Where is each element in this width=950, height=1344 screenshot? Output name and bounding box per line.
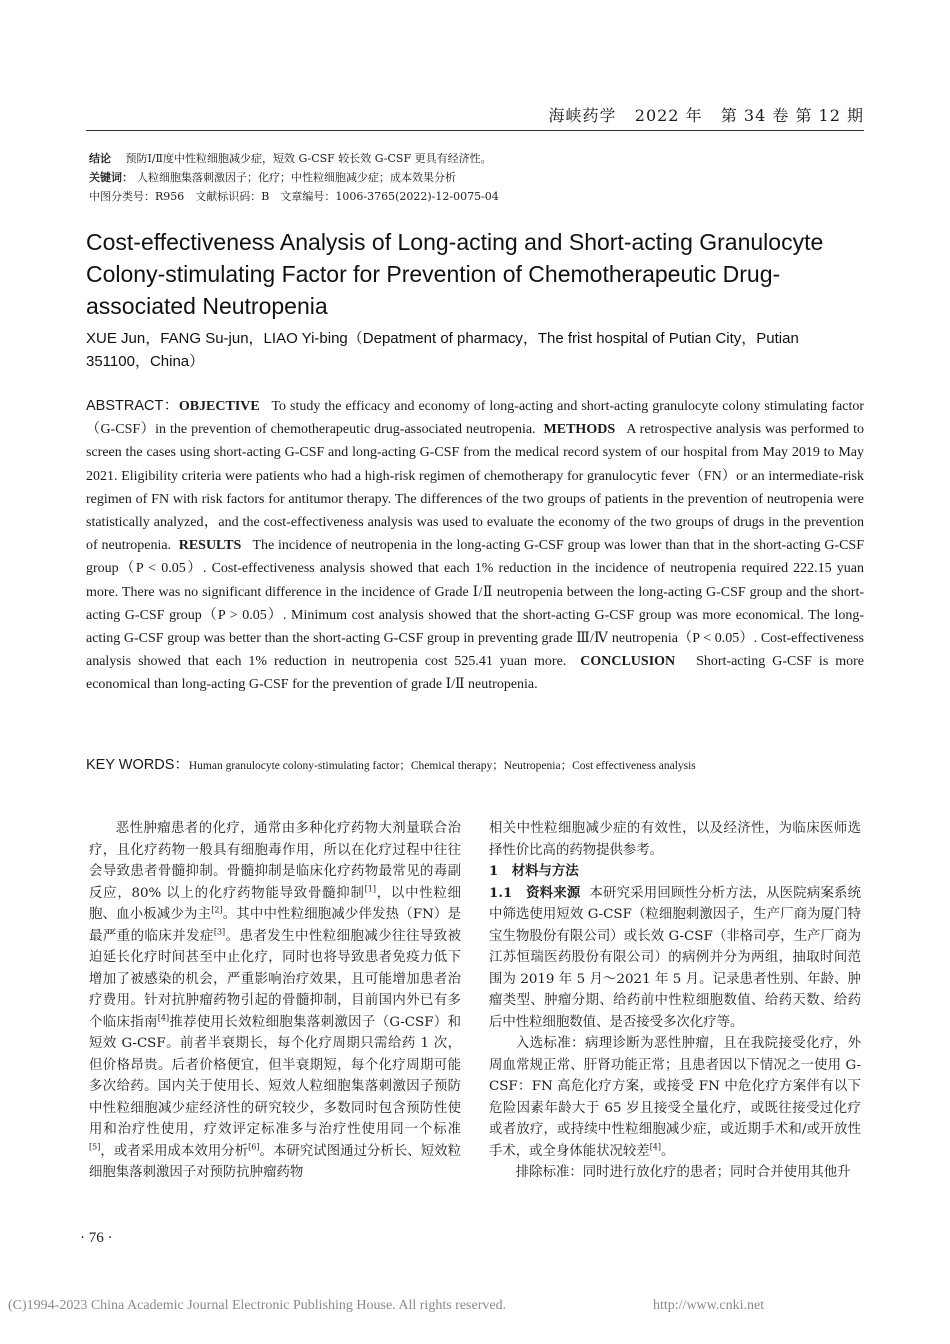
- intro-text-1: 恶性肿瘤患者的化疗，通常由多种化疗药物大剂量联合治疗，且化疗药物一般具有细胞毒作用，所以在化疗过程中往往会导致患者骨髓抑制。骨髓抑制是临床化疗药物最常见的毒副反应，80% 以上的化疗药物能导致骨髓抑制: [89, 821, 461, 901]
- citation-ref: [3]: [213, 927, 226, 937]
- body-column-left: [89, 818, 461, 1184]
- page-number: · 76 ·: [80, 1230, 113, 1246]
- site-url[interactable]: http://www.cnki.net: [653, 1298, 765, 1313]
- author-affiliation: XUE Jun，FANG Su-jun，LIAO Yi-bing（Depatment of pharmacy，The frist hospital of Putian City，Putian 351100，China）: [86, 330, 799, 370]
- intro-text-6: ，或者采用成本效用分析: [100, 1143, 249, 1159]
- results-label: RESULTS: [178, 538, 242, 554]
- intro-text-4: 。患者发生中性粒细胞减少往往导致被迫延长化疗时间甚至中止化疗，同时也将导致患者免疫力低下增加了被感染的机会，严重影响治疗效果，且可能增加患者治疗费用。针对抗肿瘤药物引起的骨髓抑制，目前国内外已有多个临床指南: [89, 928, 461, 1030]
- subsection-heading: 1.1 资料来源: [489, 884, 581, 901]
- running-header: [548, 103, 864, 126]
- section-heading: 1 材料与方法: [489, 863, 579, 879]
- intro-text-7: 。本研究试图通过分析长、短效粒细胞集落刺激因子对预防抗肿瘤药物: [89, 1143, 462, 1180]
- data-source-text: 本研究采用回顾性分析方法，从医院病案系统中筛选使用短效 G-CSF（粒细胞刺激因子，生产厂商为厦门特宝生物股份有限公司）或长效 G-CSF（非格司亭，生产厂商为江苏恒瑞医药股份有限公司）的病例并分为两组，抽取时间范围为 2019 年 5 月～2021 年 5 月。记录患者性别、年龄、肿瘤类型、肿瘤分期、给药前中性粒细胞数值、给药天数、给药后中性粒细胞数值、是否接受多次化疗等。: [489, 885, 862, 1030]
- citation-ref: [4]: [157, 1013, 170, 1023]
- intro-text-2: ，以中性粒细胞、血小板减少为主: [89, 885, 461, 922]
- cn-conclusion-label: 结论: [89, 152, 111, 165]
- article-title: Cost-effectiveness Analysis of Long-acting and Short-acting Granulocyte Colony-stimulating Factor for Prevention of Chemotherapeutic Drug-associated Neutropenia: [86, 229, 824, 319]
- cn-keywords: [89, 169, 456, 185]
- data-source-paragraph: [489, 883, 861, 1034]
- cn-conclusion: [89, 150, 492, 166]
- journal-name: 海峡药学: [548, 106, 617, 125]
- conclusion-text: Short-acting G-CSF is more economical than long-acting G-CSF for the prevention of grade Ⅰ/Ⅱ neutropenia.: [86, 654, 865, 693]
- methods-text: A retrospective analysis was performed to screen the cases using short-acting G-CSF and long-acting G-CSF from the medical record system of our hospital from May 2019 to May 2021. Eligibility criteria were patients who had a high-risk regimen of chemotherapy for granulocytic fever（FN）or an intermediate-risk regimen of FN with risk factors for antitumor therapy. The differences of the two groups of patients in the prevention of neutropenia were statistically analyzed，and the cost-effectiveness analysis was used to evaluate the economy of the two groups of drugs in the prevention of neutropenia.: [86, 422, 864, 554]
- inclusion-criteria: [489, 1033, 861, 1162]
- objective-text: To study the efficacy and economy of long-acting and short-acting granulocyte colony stimulating factor（G-CSF）in the prevention of chemotherapeutic drug-associated neutropenia.: [86, 399, 865, 438]
- inclusion-text: 入选标准：病理诊断为恶性肿瘤，且在我院接受化疗，外周血常规正常、肝肾功能正常；且患者因以下情况之一使用 G-CSF：FN 高危化疗方案，或接受 FN 中危化疗方案伴有以下危险因素年龄大于 65 岁且接受全量化疗，或既往接受过化疗或者放疗，或持续中性粒细胞减少症，或近期手术和/或开放性手术，或全身体能状况较差: [489, 1036, 861, 1159]
- body-column-right: [489, 818, 861, 1184]
- journal-year: 2022 年: [634, 106, 703, 125]
- abstract: [86, 395, 864, 697]
- exclusion-criteria: 排除标准：同时进行放化疗的患者；同时合并使用其他升: [515, 1165, 851, 1180]
- citation-ref: [6]: [248, 1142, 260, 1152]
- intro-text-5: 推荐使用长效粒细胞集落刺激因子（G-CSF）和短效 G-CSF。前者半衰期长，每个化疗周期只需给药 1 次，但价格昂贵。后者价格便宜，但半衰期短，每个化疗周期可能多次给药。国内关于使用长、短效人粒细胞集落刺激因子预防中性粒细胞减少症经济性的研究较少，多数同时包含预防性使用和治疗性使用，疗效评定标准多与治疗性使用同一个标准: [89, 1014, 462, 1137]
- cn-classification: 中图分类号：R956 文献标识码：B 文章编号：1006-3765(2022)-12-0075-04: [89, 190, 499, 203]
- key-words: [86, 755, 864, 776]
- copyright-notice: (C)1994-2023 China Academic Journal Electronic Publishing House. All rights reserved.: [8, 1298, 507, 1313]
- key-words-label: KEY WORDS：: [86, 757, 189, 773]
- citation-ref: [4]: [649, 1142, 662, 1152]
- citation-ref: [1]: [364, 884, 376, 894]
- objective-label: OBJECTIVE: [178, 399, 260, 414]
- results-text: The incidence of neutropenia in the long-acting G-CSF group was lower than that in the short-acting G-CSF group（P < 0.05）. Cost-effectiveness analysis showed that each 1% reduction in the incidence of neutropenia required 222.15 yuan more. There was no significant difference in the incidence of Grade Ⅰ/Ⅱ neutropenia between the long-acting G-CSF group and the short-acting G-CSF group（P > 0.05）. Minimum cost analysis showed that the short-acting G-CSF group was more economical. The long-acting G-CSF group was better than the short-acting G-CSF group in preventing grade Ⅲ/Ⅳ neutropenia（P < 0.05）. Cost-effectiveness analysis showed that each 1% reduction in neutropenia cost 525.41 yuan more.: [86, 538, 865, 670]
- key-words-text: Human granulocyte colony-stimulating factor；Chemical therapy；Neutropenia；Cost effectiveness analysis: [188, 760, 696, 772]
- citation-ref: [5]: [89, 1142, 101, 1152]
- cn-conclusion-text: 预防Ⅰ/Ⅱ度中性粒细胞减少症，短效 G-CSF 较长效 G-CSF 更具有经济性。: [125, 152, 492, 165]
- inclusion-end: 。: [661, 1143, 675, 1159]
- cn-keywords-label: 关键词：: [89, 171, 133, 184]
- citation-ref: [2]: [211, 905, 223, 915]
- journal-volume: 第 34 卷 第 12 期: [720, 106, 864, 125]
- methods-label: METHODS: [543, 422, 616, 438]
- intro-continuation: 相关中性粒细胞减少症的有效性，以及经济性，为临床医师选择性价比高的药物提供参考。: [489, 821, 861, 858]
- intro-paragraph: [89, 818, 461, 1184]
- intro-text-3: 。其中中性粒细胞减少伴发热（FN）是最严重的临床并发症: [89, 907, 461, 944]
- abstract-label: ABSTRACT：: [86, 398, 179, 414]
- cn-keywords-text: 人粒细胞集落刺激因子；化疗；中性粒细胞减少症；成本效果分析: [137, 171, 456, 184]
- header-rule: [86, 130, 864, 131]
- conclusion-label: CONCLUSION: [580, 654, 676, 670]
